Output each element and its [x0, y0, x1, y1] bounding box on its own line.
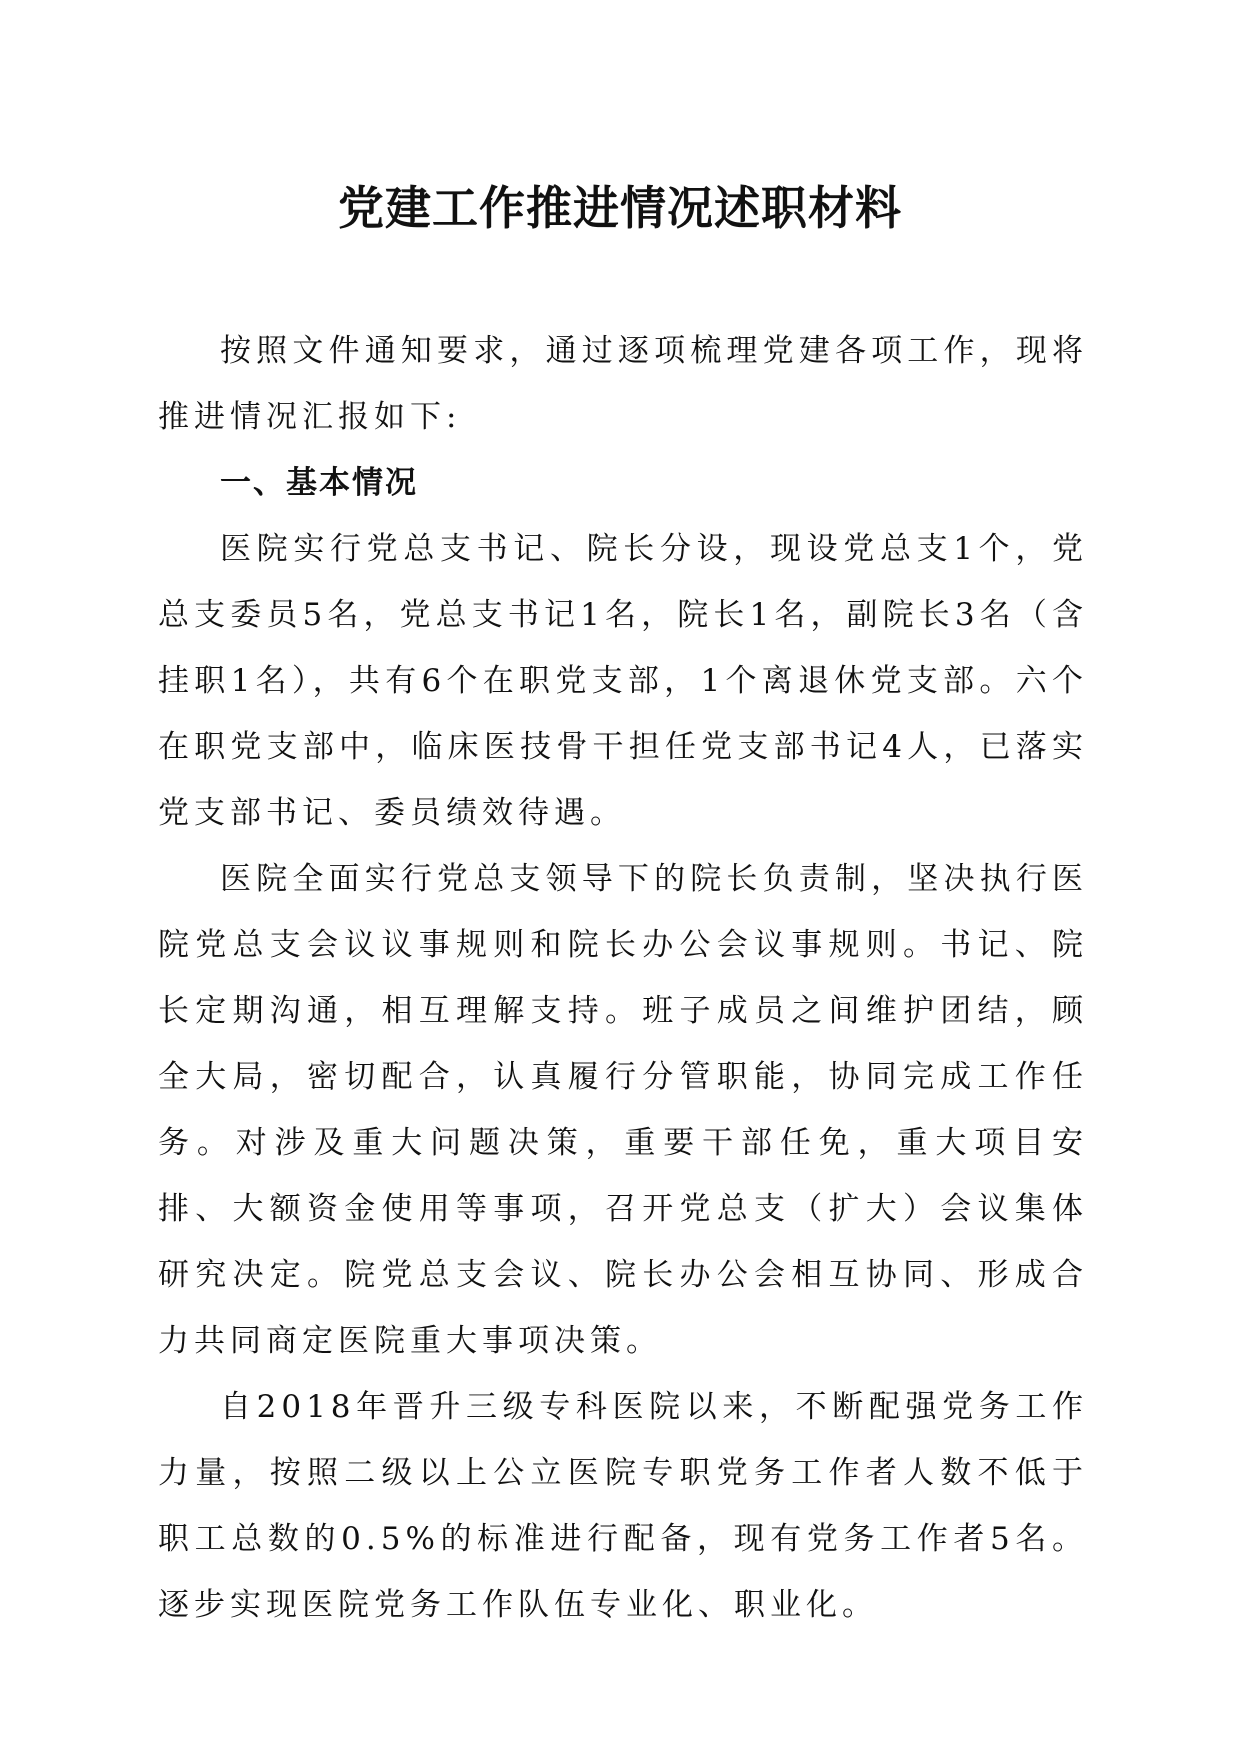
paragraph-party-staffing: 自2018年晋升三级专科医院以来，不断配强党务工作力量，按照二级以上公立医院专职党务工作者人数不低于职工总数的0.5%的标准进行配备，现有党务工作者5名。逐步实现医院党务工作队伍专业化、职业化。 — [158, 1389, 1088, 1623]
document-title: 党建工作推进情况述职材料 — [338, 181, 902, 235]
paragraph-organization: 医院实行党总支书记、院长分设，现设党总支1个，党总支委员5名，党总支书记1名，院长1名，副院长3名（含挂职1名），共有6个在职党支部，1个离退休党支部。六个在职党支部中，临床医技骨干担任党支部书记4人，已落实党支部书记、委员绩效待遇。 — [158, 531, 1088, 831]
section-heading-basic-situation: 一、基本情况 — [220, 465, 418, 501]
intro-paragraph: 按照文件通知要求，通过逐项梳理党建各项工作，现将推进情况汇报如下: — [158, 333, 1088, 435]
paragraph-leadership-system: 医院全面实行党总支领导下的院长负责制，坚决执行医院党总支会议议事规则和院长办公会议事规则。书记、院长定期沟通，相互理解支持。班子成员之间维护团结，顾全大局，密切配合，认真履行分管职能，协同完成工作任务。对涉及重大问题决策，重要干部任免，重大项目安排、大额资金使用等事项，召开党总支（扩大）会议集体研究决定。院党总支会议、院长办公会相互协同、形成合力共同商定医院重大事项决策。 — [158, 861, 1088, 1359]
document-body — [158, 318, 1088, 1638]
